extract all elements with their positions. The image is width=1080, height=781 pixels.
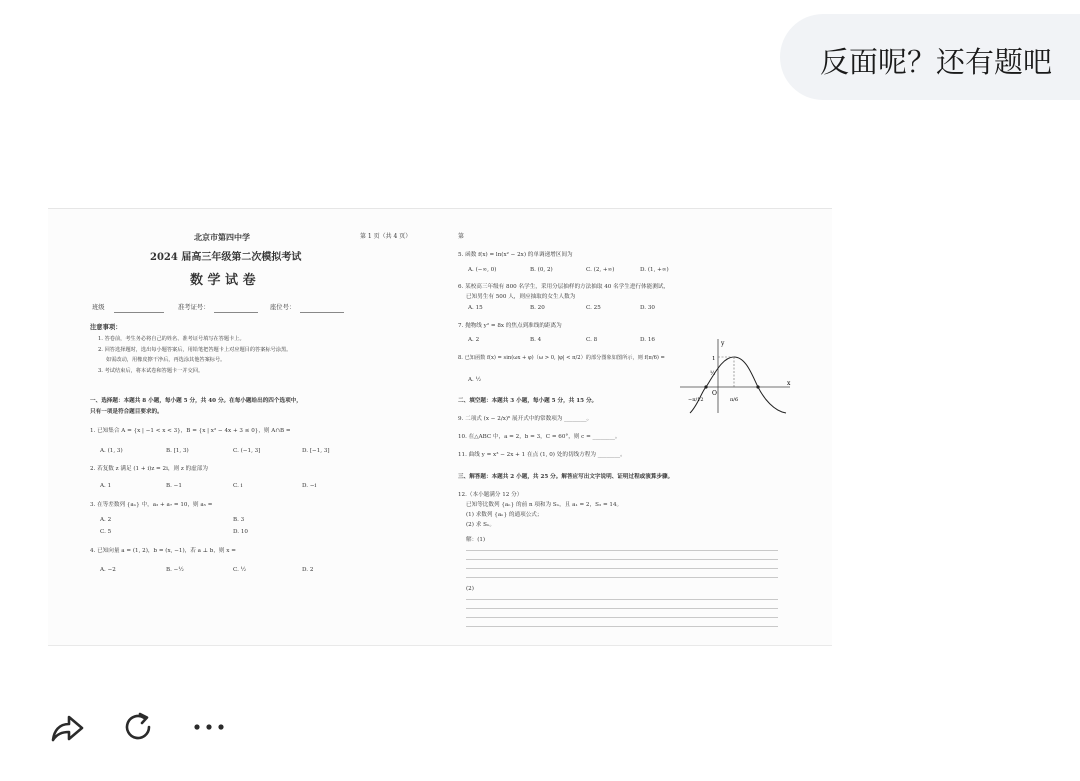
q5-option-b: B. (0, 2) bbox=[530, 267, 553, 273]
field-seat: 座位号： bbox=[270, 304, 296, 311]
field-class: 班级 bbox=[92, 304, 105, 311]
q1-option-b: B. [1, 3) bbox=[166, 448, 189, 454]
section2-heading: 二、填空题：本题共 3 小题，每小题 5 分，共 15 分。 bbox=[458, 398, 598, 404]
notice-2: 2. 回答选择题时，选出每小题答案后，用铅笔把答题卡上对应题目的答案标号涂黑。 bbox=[98, 347, 292, 353]
notice-title: 注意事项： bbox=[90, 324, 122, 331]
q3-option-d: D. 10 bbox=[233, 529, 248, 535]
q6-option-b: B. 20 bbox=[530, 305, 545, 311]
q5-option-d: D. (1, +∞) bbox=[640, 267, 669, 273]
section1-heading-cont: 只有一项是符合题目要求的。 bbox=[90, 409, 163, 415]
q12-answer-2-label: (2) bbox=[466, 586, 474, 592]
q8-function-graph bbox=[678, 335, 793, 415]
graph-half-label: ½ bbox=[710, 371, 716, 377]
exam-photo[interactable] bbox=[48, 208, 832, 646]
q7-option-a: A. 2 bbox=[468, 337, 480, 343]
answer-line bbox=[466, 568, 778, 569]
q3-option-b: B. 3 bbox=[233, 517, 245, 523]
graph-origin-label: O bbox=[712, 390, 717, 397]
q4-option-a: A. −2 bbox=[100, 567, 116, 573]
answer-line bbox=[466, 559, 778, 560]
q6-option-d: D. 30 bbox=[640, 305, 655, 311]
q2-stem: 2. 若复数 z 满足 (1 + i)z = 2i，则 z 的虚部为 bbox=[90, 466, 208, 472]
user-message-text: 反面呢？还有题吧 bbox=[820, 45, 1053, 79]
graph-x-label: x bbox=[787, 380, 791, 387]
q1-option-c: C. (−1, 3] bbox=[233, 448, 261, 454]
q5-stem: 5. 函数 f(x) = ln(x² − 2x) 的单调递增区间为 bbox=[458, 252, 573, 258]
q6-option-c: C. 25 bbox=[586, 305, 601, 311]
answer-line bbox=[466, 550, 778, 551]
q7-option-d: D. 16 bbox=[640, 337, 655, 343]
school-name: 北京市第四中学 bbox=[194, 232, 250, 242]
answer-line bbox=[466, 608, 778, 609]
answer-line bbox=[466, 617, 778, 618]
q11-stem: 11. 曲线 y = x³ − 2x + 1 在点 (1, 0) 处的切线方程为 ________。 bbox=[458, 452, 626, 458]
graph-sine-curve bbox=[690, 357, 786, 413]
q12-head: 12.（本小题满分 12 分） bbox=[458, 492, 523, 498]
user-message-bubble bbox=[780, 14, 1080, 100]
graph-zero-point-left bbox=[704, 385, 707, 388]
q4-option-b: B. −½ bbox=[166, 567, 184, 573]
graph-one-label: 1 bbox=[712, 356, 716, 362]
field-seat-line bbox=[300, 312, 344, 313]
right-page-header: 第 bbox=[458, 233, 465, 240]
q6-stem: 6. 某校高三年级有 800 名学生，采用分层抽样的方法抽取 40 名学生进行体能测试， bbox=[458, 284, 670, 290]
q12-part2: (2) 求 Sₙ。 bbox=[466, 522, 495, 528]
field-exam-number: 准考证号： bbox=[178, 304, 210, 311]
q4-option-c: C. ½ bbox=[233, 567, 247, 573]
q8-stem: 8. 已知函数 f(x) = sin(ωx + φ)（ω > 0, |φ| < π/2）的部分图象如图所示，则 f(π/6) = bbox=[458, 355, 665, 361]
q3-option-c: C. 5 bbox=[100, 529, 112, 535]
q6-option-a: A. 15 bbox=[468, 305, 483, 311]
answer-line bbox=[466, 577, 778, 578]
q4-option-d: D. 2 bbox=[302, 567, 314, 573]
q6-stem-cont: 已知男生有 500 人，则应抽取的女生人数为 bbox=[466, 294, 576, 300]
q8-option-a: A. ½ bbox=[468, 377, 482, 383]
graph-zero-point-right bbox=[756, 385, 759, 388]
notice-3: 3. 考试结束后，将本试卷和答题卡一并交回。 bbox=[98, 368, 204, 374]
q9-stem: 9. 二项式 (x − 2/x)⁶ 展开式中的常数项为 ________。 bbox=[458, 416, 593, 422]
field-class-line bbox=[114, 312, 164, 313]
regenerate-icon[interactable] bbox=[122, 710, 156, 744]
q12-line1: 已知等比数列 {aₙ} 的前 n 项和为 Sₙ，且 a₁ = 2，S₃ = 14。 bbox=[466, 502, 623, 508]
notice-1: 1. 答卷前，考生务必将自己的姓名、准考证号填写在答题卡上。 bbox=[98, 336, 245, 342]
graph-neg-tick-label: −π/12 bbox=[688, 397, 704, 403]
q1-stem: 1. 已知集合 A = {x | −1 < x < 3}，B = {x | x² − 4x + 3 ≤ 0}，则 A∩B = bbox=[90, 428, 291, 434]
answer-line bbox=[466, 599, 778, 600]
q3-option-a: A. 2 bbox=[100, 517, 112, 523]
notice-2-cont: 如需改动，用橡皮擦干净后，再选涂其他答案标号。 bbox=[106, 357, 226, 363]
section1-heading: 一、选择题：本题共 8 小题，每小题 5 分，共 40 分。在每小题给出的四个选项中， bbox=[90, 398, 302, 404]
q2-option-b: B. −1 bbox=[166, 483, 182, 489]
q7-option-b: B. 4 bbox=[530, 337, 542, 343]
q5-option-c: C. (2, +∞) bbox=[586, 267, 615, 273]
q1-option-d: D. [−1, 3] bbox=[302, 448, 330, 454]
share-icon[interactable] bbox=[50, 711, 86, 745]
q2-option-c: C. i bbox=[233, 483, 243, 489]
exam-subject: 数 学 试 卷 bbox=[190, 273, 256, 288]
q2-option-a: A. 1 bbox=[100, 483, 112, 489]
q2-option-d: D. −i bbox=[302, 483, 317, 489]
answer-line bbox=[466, 626, 778, 627]
field-exam-number-line bbox=[214, 312, 258, 313]
graph-y-label: y bbox=[721, 340, 725, 347]
q7-stem: 7. 抛物线 y² = 8x 的焦点到准线的距离为 bbox=[458, 323, 562, 329]
page-info: 第 1 页（共 4 页） bbox=[360, 233, 412, 240]
q4-stem: 4. 已知向量 a = (1, 2)，b = (x, −1)，若 a ⊥ b，则 x = bbox=[90, 548, 236, 554]
q12-part1: (1) 求数列 {aₙ} 的通项公式； bbox=[466, 512, 543, 518]
more-icon[interactable] bbox=[192, 715, 226, 739]
q7-option-c: C. 8 bbox=[586, 337, 598, 343]
q12-answer-1-label: 解：(1) bbox=[466, 537, 486, 543]
exam-paper bbox=[48, 213, 832, 637]
q5-option-a: A. (−∞, 0) bbox=[468, 267, 497, 273]
q1-option-a: A. (1, 3) bbox=[100, 448, 123, 454]
graph-pos-tick-label: π/6 bbox=[730, 397, 739, 403]
exam-title: 2024 届高三年级第二次模拟考试 bbox=[150, 252, 302, 263]
q3-stem: 3. 在等差数列 {aₙ} 中，a₃ + a₇ = 10，则 a₅ = bbox=[90, 502, 213, 508]
section3-heading: 三、解答题：本题共 2 小题，共 25 分。解答应写出文字说明、证明过程或演算步骤。 bbox=[458, 474, 674, 480]
q10-stem: 10. 在△ABC 中，a = 2，b = 3，C = 60°，则 c = ________。 bbox=[458, 434, 621, 440]
